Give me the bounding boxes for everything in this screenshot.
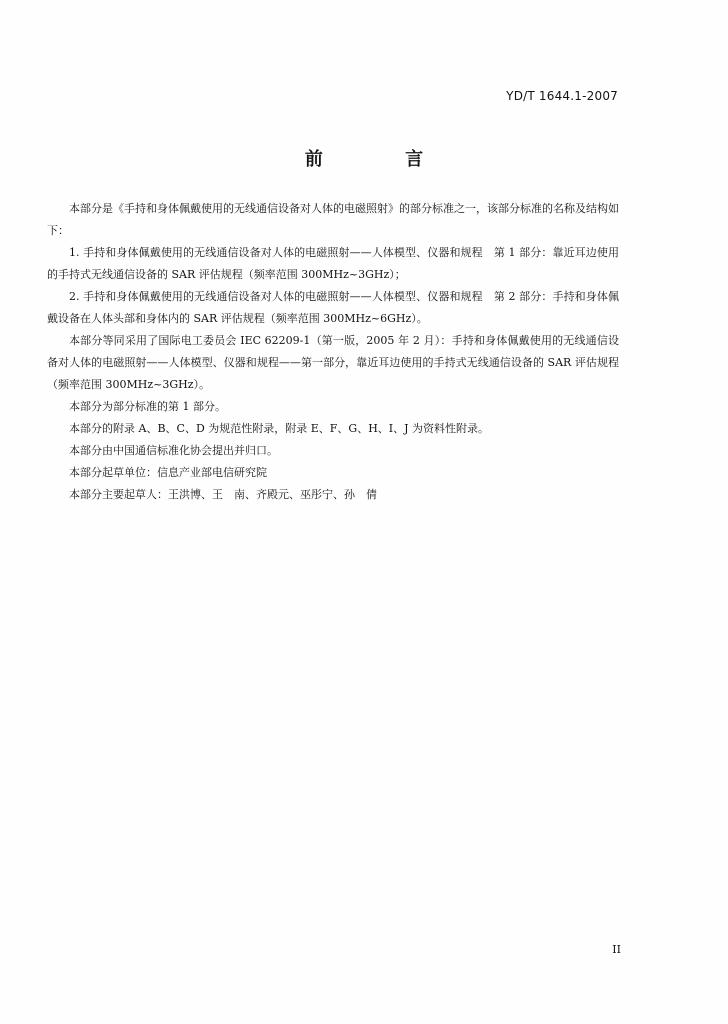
foreword-body: [47, 198, 619, 506]
paragraph-part-number: 本部分为部分标准的第 1 部分。: [69, 400, 226, 413]
standard-number: YD/T 1644.1-2007: [506, 89, 618, 103]
paragraph-intro: 本部分是《手持和身体佩戴使用的无线通信设备对人体的电磁照射》的部分标准之一，该部分标准的名称及结构如下：: [47, 202, 619, 237]
paragraph-drafters: 本部分主要起草人：王洪博、王 南、齐殿元、巫彤宁、孙 倩: [69, 488, 377, 501]
paragraph-annexes: 本部分的附录 A、B、C、D 为规范性附录，附录 E、F、G、H、I、J 为资料性附录。: [69, 422, 490, 435]
paragraph-proposer: 本部分由中国通信标准化协会提出并归口。: [69, 444, 278, 457]
paragraph-part-1: 1. 手持和身体佩戴使用的无线通信设备对人体的电磁照射——人体模型、仪器和规程 第 1 部分：靠近耳边使用的手持式无线通信设备的 SAR 评估规程（频率范围 300MHz~3GHz）；: [47, 246, 619, 281]
page-number: II: [612, 943, 621, 956]
paragraph-adoption: 本部分等同采用了国际电工委员会 IEC 62209-1（第一版，2005 年 2 月）：手持和身体佩戴使用的无线通信设备对人体的电磁照射——人体模型、仪器和规程——第一部分，靠近耳边使用的手持式无线通信设备的 SAR 评估规程（频率范围 300MHz~3GHz）。: [47, 334, 619, 391]
paragraph-drafting-unit: 本部分起草单位：信息产业部电信研究院: [69, 466, 267, 479]
page-title: 前 言: [304, 149, 462, 170]
paragraph-part-2: 2. 手持和身体佩戴使用的无线通信设备对人体的电磁照射——人体模型、仪器和规程 第 2 部分：手持和身体佩戴设备在人体头部和身体内的 SAR 评估规程（频率范围 300MHz~6GHz）。: [47, 290, 619, 325]
